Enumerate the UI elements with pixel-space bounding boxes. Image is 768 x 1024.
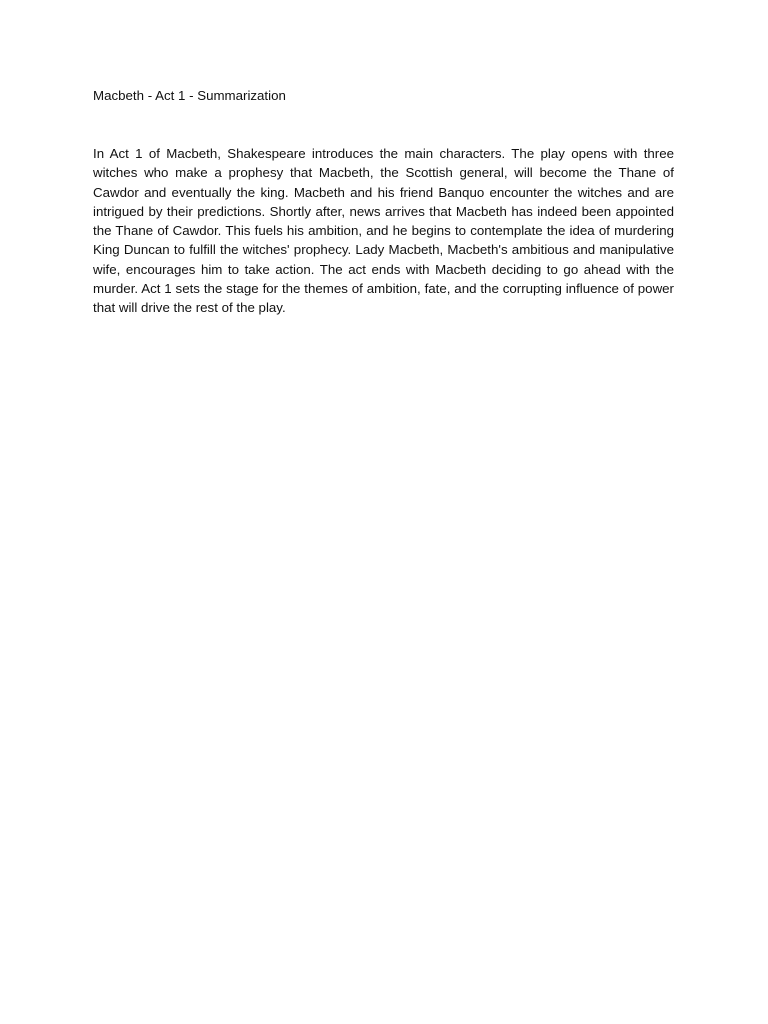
document-paragraph: In Act 1 of Macbeth, Shakespeare introduces the main characters. The play opens with three witches who make a prophesy that Macbeth, the Scottish general, will become the Thane of Cawdor and eventually the king. Macbeth and his friend Banquo encounter the witches and are intrigued by their predictions. Shortly after, news arrives that Macbeth has indeed been appointed the Thane of Cawdor. This fuels his ambition, and he begins to contemplate the idea of murdering King Duncan to fulfill the witches' prophecy. Lady Macbeth, Macbeth's ambitious and manipulative wife, encourages him to take action. The act ends with Macbeth deciding to go ahead with the murder. Act 1 sets the stage for the themes of ambition, fate, and the corrupting influence of power that will drive the rest of the play.	[93, 146, 674, 316]
document-title: Macbeth - Act 1 - Summarization	[93, 88, 286, 103]
document-content	[93, 86, 674, 318]
